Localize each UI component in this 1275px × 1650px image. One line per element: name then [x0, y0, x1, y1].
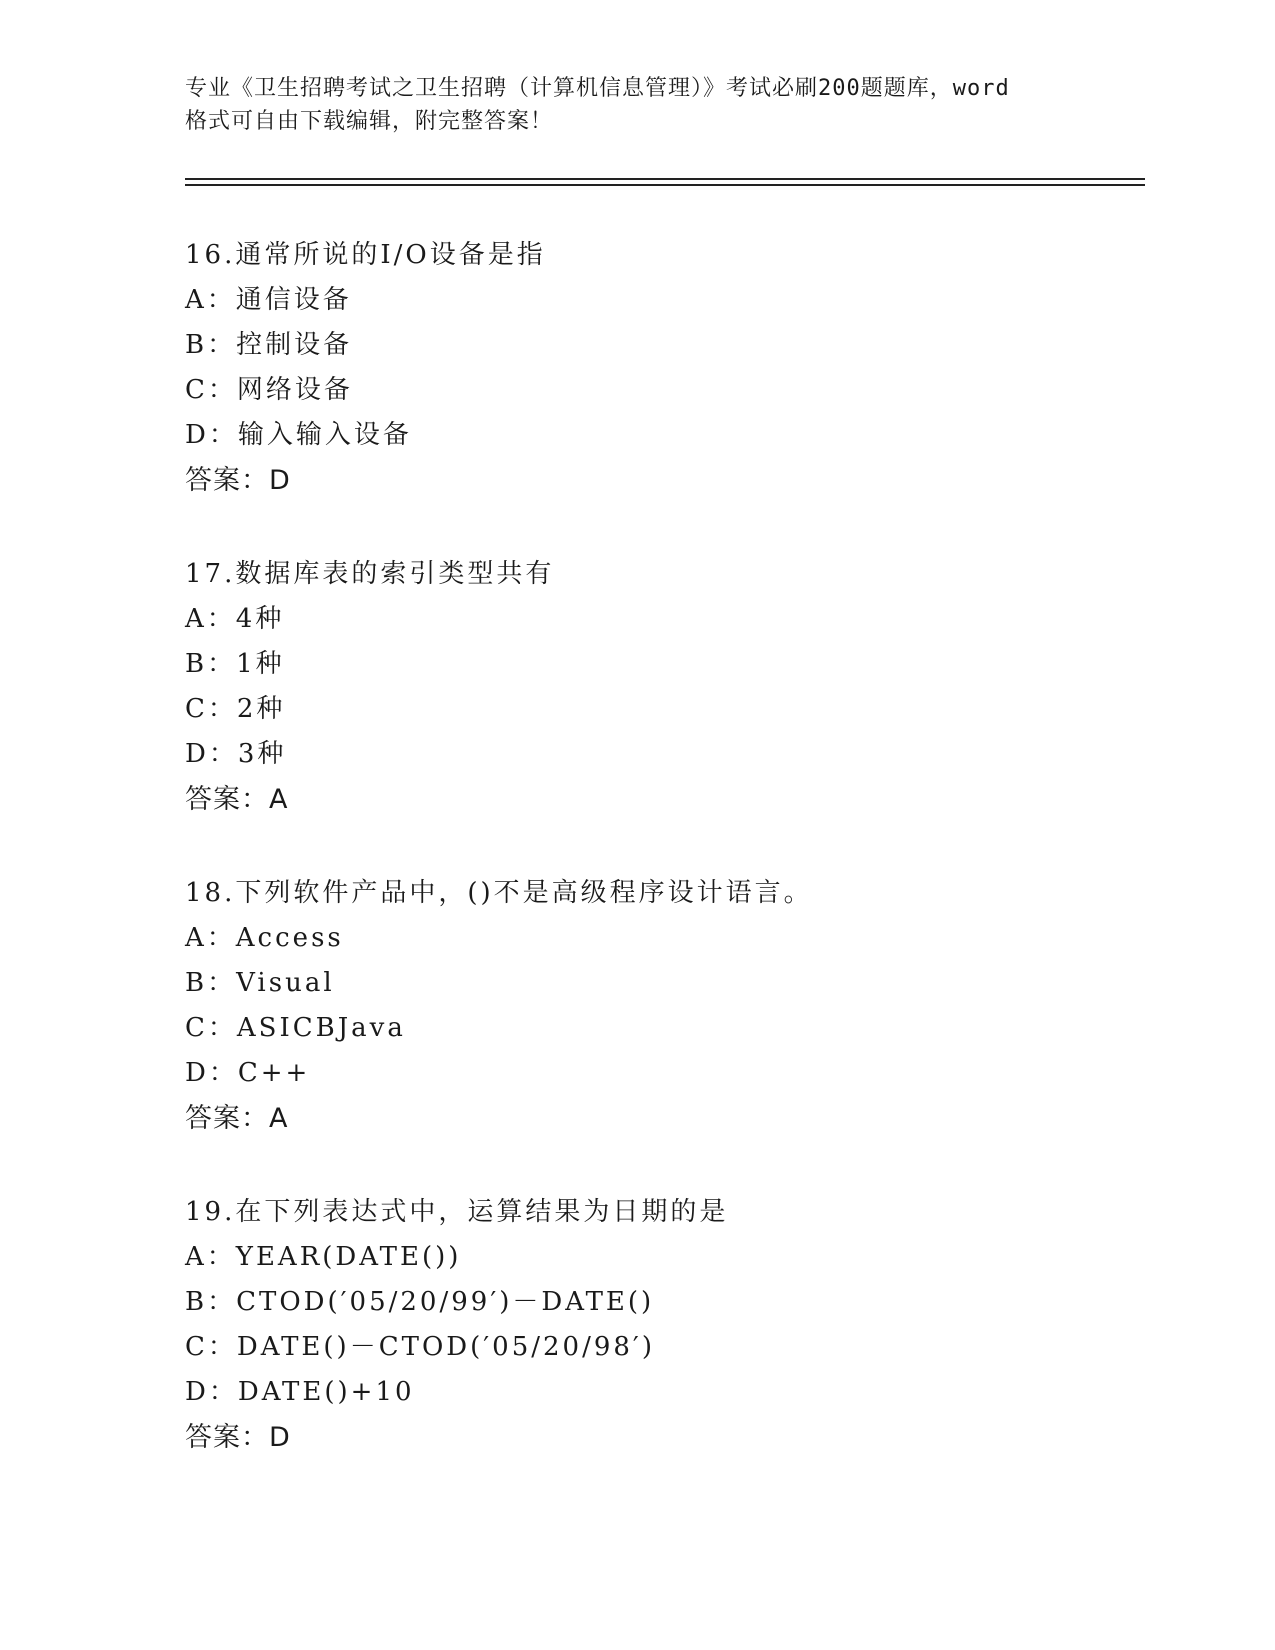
question-18	[185, 871, 1085, 1141]
option-d: D：DATE()+10	[185, 1377, 415, 1407]
answer-text: 答案：D	[185, 465, 291, 496]
option-a: A：通信设备	[185, 285, 352, 315]
answer-text: 答案：A	[185, 1103, 289, 1134]
option-a: A：Access	[185, 923, 344, 953]
option-d: D：3种	[185, 739, 287, 769]
option-c: C：网络设备	[185, 375, 353, 405]
question-19	[185, 1190, 1085, 1460]
document-header	[185, 72, 1105, 138]
option-a: A：4种	[185, 604, 285, 634]
question-title: 19.在下列表达式中，运算结果为日期的是	[185, 1197, 729, 1227]
option-b: B：控制设备	[185, 330, 353, 360]
option-c: C：2种	[185, 694, 286, 724]
option-b: B：Visual	[185, 968, 335, 998]
question-title: 18.下列软件产品中，()不是高级程序设计语言。	[185, 878, 813, 908]
header-line-1: 专业《卫生招聘考试之卫生招聘（计算机信息管理）》考试必刷200题题库，word	[185, 76, 1010, 101]
header-divider-bottom	[185, 184, 1145, 186]
option-b: B：CTOD(′05/20/99′)－DATE()	[185, 1287, 655, 1317]
option-d: D：输入输入设备	[185, 420, 412, 450]
option-c: C：ASICBJava	[185, 1013, 406, 1043]
option-a: A：YEAR(DATE())	[185, 1242, 462, 1272]
option-c: C：DATE()－CTOD(′05/20/98′)	[185, 1332, 655, 1362]
question-title: 17.数据库表的索引类型共有	[185, 559, 555, 589]
option-b: B：1种	[185, 649, 285, 679]
header-divider-top	[185, 178, 1145, 180]
answer-text: 答案：A	[185, 784, 289, 815]
question-16	[185, 233, 1085, 503]
answer-text: 答案：D	[185, 1422, 291, 1453]
header-line-2: 格式可自由下载编辑，附完整答案！	[185, 109, 554, 134]
question-title: 16.通常所说的I/O设备是指	[185, 240, 546, 270]
question-17	[185, 552, 1085, 822]
option-d: D：C++	[185, 1058, 311, 1088]
